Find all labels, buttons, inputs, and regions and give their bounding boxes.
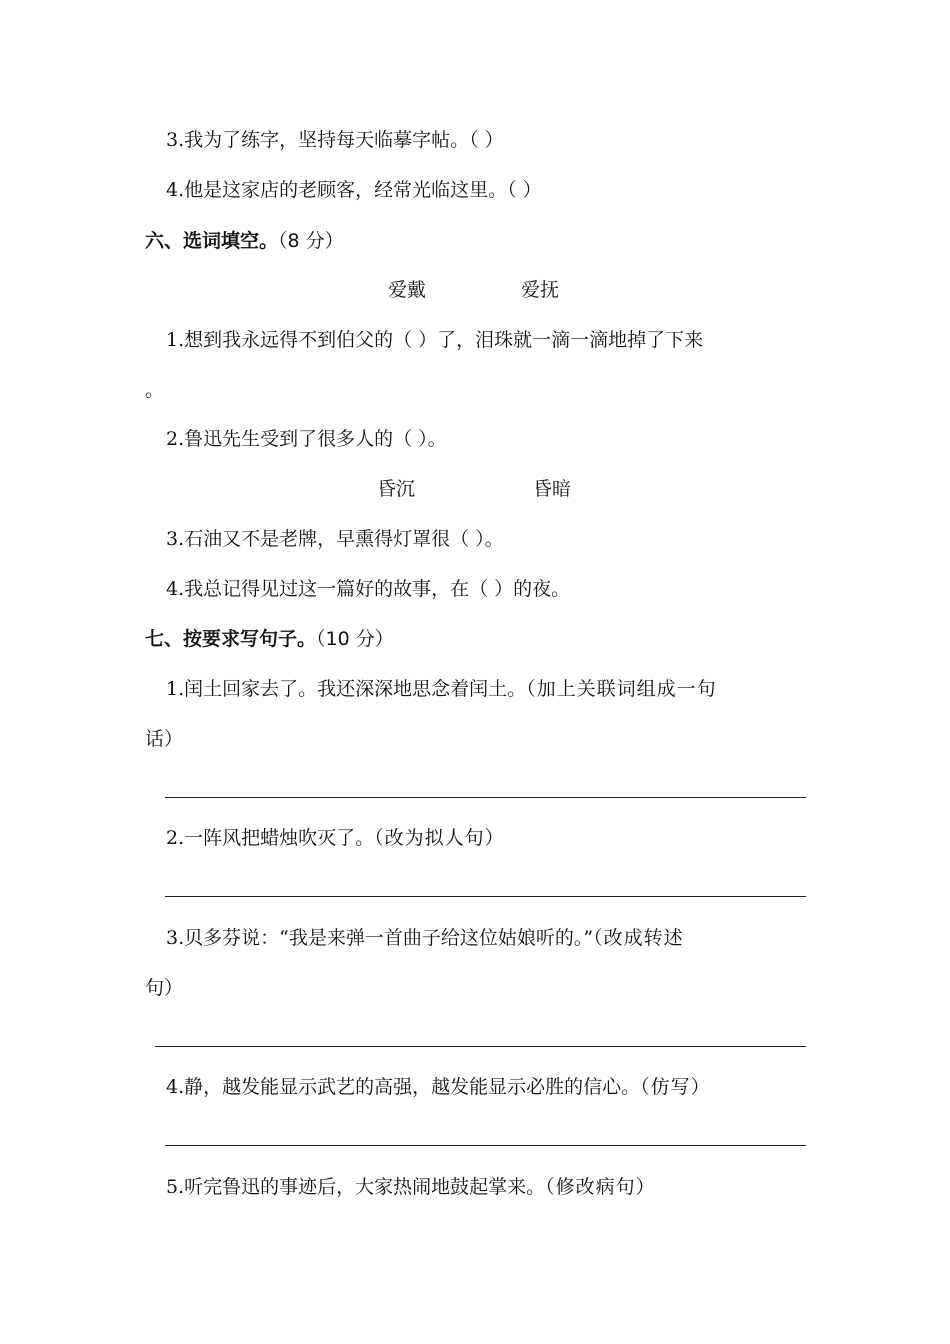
question-7-4-text: 4.静，越发能显示武艺的高强，越发能显示必胜的信心。	[166, 1076, 641, 1098]
section-6-heading	[145, 228, 344, 254]
question-7-3-text: 3.贝多芬说：“我是来弹一首曲子给这位姑娘听的。”	[166, 927, 594, 949]
question-7-2	[166, 825, 505, 851]
question-7-4-instruction: （仿写）	[640, 1076, 711, 1098]
question-7-1-cont: 话）	[145, 728, 184, 750]
section-7-heading	[145, 626, 394, 652]
question-7-3-instruction: （改成转述	[593, 927, 684, 949]
word-option-hunan: 昏暗	[533, 478, 572, 500]
question-7-4	[166, 1074, 711, 1100]
section-6-score: （8 分）	[278, 230, 344, 252]
question-7-5-instruction: （修改病句）	[545, 1176, 656, 1198]
question-7-3-cont: 句）	[145, 977, 184, 999]
question-5-4: 4.他是这家店的老顾客，经常光临这里。（ ）	[166, 179, 542, 201]
answer-line-7-4[interactable]	[165, 1145, 806, 1146]
word-option-aidai: 爱戴	[388, 279, 427, 301]
word-option-aifu: 爱抚	[521, 279, 560, 301]
question-6-1: 1.想到我永远得不到伯父的（ ）了，泪珠就一滴一滴地掉了下来	[166, 329, 704, 351]
question-5-3: 3.我为了练字，坚持每天临摹字帖。（ ）	[166, 129, 504, 151]
section-7-title: 七、按要求写句子。	[145, 628, 317, 650]
answer-line-7-2[interactable]	[165, 896, 806, 897]
question-6-3: 3.石油又不是老牌，早熏得灯罩很（ ）。	[166, 528, 504, 550]
question-7-2-instruction: （改为拟人句）	[374, 827, 505, 849]
question-7-1-instruction: （加上关联词组成一句	[526, 678, 717, 700]
question-7-5-text: 5.听完鲁迅的事迹后，大家热闹地鼓起掌来。	[166, 1176, 546, 1198]
answer-line-7-1[interactable]	[165, 797, 806, 798]
section-6-title: 六、选词填空。	[145, 230, 279, 252]
answer-line-7-3[interactable]	[155, 1046, 806, 1047]
question-6-1-cont: 。	[145, 379, 165, 401]
question-7-3	[166, 925, 684, 951]
question-6-4: 4.我总记得见过这一篇好的故事，在（ ）的夜。	[166, 578, 571, 600]
section-7-score: （10 分）	[316, 628, 394, 650]
question-7-2-text: 2.一阵风把蜡烛吹灭了。	[166, 827, 375, 849]
word-option-hunchen: 昏沉	[377, 478, 416, 500]
question-6-2: 2.鲁迅先生受到了很多人的（ ）。	[166, 428, 447, 450]
question-7-1	[166, 676, 717, 702]
question-7-1-text: 1.闰土回家去了。我还深深地思念着闰土。	[166, 678, 527, 700]
question-7-5	[166, 1174, 656, 1200]
